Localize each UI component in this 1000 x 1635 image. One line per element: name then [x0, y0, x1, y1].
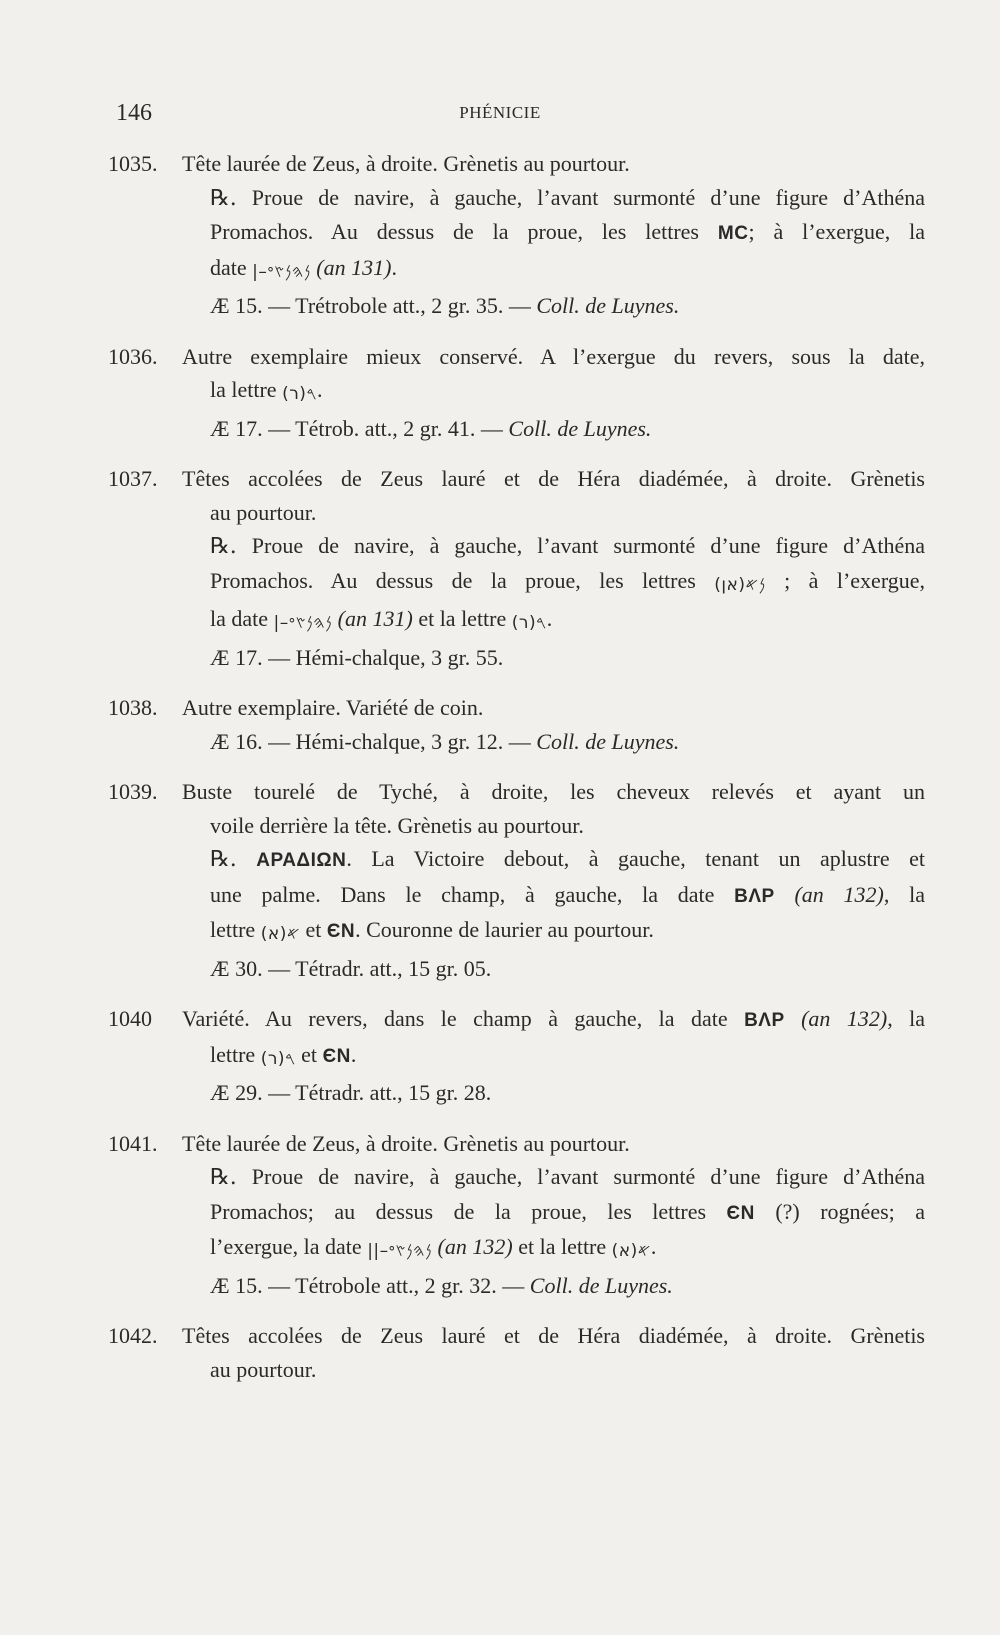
coin-detail: Æ 16. — Hémi-chalque, 3 gr. 12. — Coll. de Luynes. — [210, 728, 680, 754]
running-title: PHÉNICIE — [459, 103, 541, 122]
coin-detail: Æ 17. — Hémi-chalque, 3 gr. 55. — [210, 644, 504, 670]
metal-symbol: Æ — [210, 644, 230, 670]
description-line-1: Autre exemplaire. Variété de coin. — [182, 695, 484, 720]
phoenician-date: |–𐤍𐤄𐤍𐤑𐤏 — [273, 613, 333, 633]
phoenician-letter: 𐤀(א) — [260, 924, 300, 944]
entry-number: 1040 — [108, 1006, 152, 1031]
greek-letters: ЄΝ — [322, 1045, 351, 1067]
obverse-line-1: Buste tourelé de Tyché, à droite, les cheveux relevés et ayant un — [182, 779, 925, 804]
coin-detail: Æ 29. — Tétradr. att., 15 gr. 28. — [210, 1080, 492, 1105]
obverse-description: Tête laurée de Zeus, à droite. Grènetis au pourtour. — [182, 151, 630, 176]
entry-number: 1038. — [108, 695, 158, 720]
metal-symbol: Æ — [210, 955, 230, 981]
reverse-line-3: lettre 𐤀(א) et ЄΝ. Couronne de laurier au pourtour. — [210, 917, 654, 944]
greek-letters: MC — [717, 223, 749, 244]
coin-detail: Æ 17. — Tétrob. att., 2 gr. 41. — Coll. de Luynes. — [210, 415, 652, 441]
entry-1042 — [0, 1319, 1000, 1386]
page-header — [0, 100, 1000, 130]
obverse-line-2: voile derrière la tête. Grènetis au pourtour. — [210, 812, 584, 838]
phoenician-letter: 𐤓(ר) — [511, 613, 547, 633]
entry-number: 1037. — [108, 466, 158, 491]
metal-symbol: Æ — [210, 415, 230, 441]
entry-number: 1036. — [108, 343, 158, 369]
description-line-2: lettre 𐤓(ר) et ЄΝ. — [210, 1041, 357, 1069]
reverse-line-2: Promachos. Au dessus de la proue, les lettres MC; à l’exergue, la — [210, 219, 926, 244]
entry-1040 — [0, 1002, 1000, 1110]
description-line-2: la lettre 𐤓(ר). — [210, 377, 323, 404]
reverse-line-1: ℞. Proue de navire, à gauche, l’avant surmonté d’une figure d’Athéna — [210, 533, 925, 559]
phoenician-date: |–𐤍𐤄𐤍𐤑𐤏 — [252, 261, 311, 282]
page-number: 146 — [116, 100, 152, 126]
reverse-line-3: la date |–𐤍𐤄𐤍𐤑𐤏 (an 131) et la lettre 𐤓(ר). — [210, 606, 553, 633]
phoenician-letters: 𐤍𐤀(אן) — [714, 574, 766, 595]
reverse-line-2: Promachos. Au dessus de la proue, les lettres 𐤍𐤀(אן) ; à l’exergue, — [210, 567, 926, 595]
metal-symbol: Æ — [210, 1272, 230, 1298]
obverse-line-1: Têtes accolées de Zeus lauré et de Héra diadémée, à droite. Grènetis — [182, 1323, 925, 1348]
entry-1038 — [0, 691, 1000, 758]
reverse-line-2: une palme. Dans le champ, à gauche, la date ΒΛΡ (an 132), la — [210, 881, 926, 907]
greek-date: ΒΛΡ — [744, 1010, 785, 1031]
reverse-line-1: ℞. Proue de navire, à gauche, l’avant surmonté d’une figure d’Athéna — [210, 1164, 925, 1190]
greek-legend: ΑΡΑΔΙΩΝ — [256, 850, 347, 871]
coin-detail: Æ 15. — Tétrobole att., 2 gr. 32. — Coll. de Luynes. — [210, 1272, 673, 1298]
description-line-1: Autre exemplaire mieux conservé. A l’exergue du revers, sous la date, — [182, 343, 925, 369]
obverse-line-1: Têtes accolées de Zeus lauré et de Héra diadémée, à droite. Grènetis — [182, 466, 925, 491]
metal-symbol: Æ — [210, 728, 230, 754]
coin-detail: Æ 15. — Trétrobole att., 2 gr. 35. — Coll. de Luynes. — [210, 293, 680, 318]
entry-1037 — [0, 462, 1000, 674]
collection: Coll. de Luynes. — [536, 293, 680, 318]
phoenician-letter: 𐤓(ר) — [282, 384, 318, 404]
metal-symbol: Æ — [210, 293, 230, 318]
catalogue-entries — [0, 147, 1000, 1403]
greek-letters: ЄΝ — [326, 921, 356, 942]
greek-date: ΒΛΡ — [734, 885, 775, 907]
entry-number: 1041. — [108, 1130, 158, 1156]
reverse-line-3: l’exergue, la date ||–𐤍𐤄𐤍𐤑𐤏 (an 132) et la lettre 𐤀(א). — [210, 1234, 657, 1261]
coin-detail: Æ 30. — Tétradr. att., 15 gr. 05. — [210, 955, 492, 981]
reverse-line-3: date |–𐤍𐤄𐤍𐤑𐤏 (an 131). — [210, 254, 397, 282]
description-line-1: Variété. Au revers, dans le champ à gauche, la date ΒΛΡ (an 132), la — [182, 1006, 926, 1031]
entry-1035 — [0, 147, 1000, 323]
metal-symbol: Æ — [210, 1080, 230, 1105]
obverse-description: Tête laurée de Zeus, à droite. Grènetis au pourtour. — [182, 1130, 630, 1156]
entry-number: 1042. — [108, 1323, 158, 1348]
phoenician-letter: 𐤀(א) — [611, 1241, 651, 1261]
entry-number: 1035. — [108, 151, 158, 176]
entry-1039 — [0, 775, 1000, 985]
collection: Coll. de Luynes. — [536, 728, 680, 754]
entry-number: 1039. — [108, 779, 158, 804]
reverse-line-1: ℞. Proue de navire, à gauche, l’avant surmonté d’une figure d’Athéna — [210, 184, 925, 211]
collection: Coll. de Luynes. — [508, 415, 652, 441]
collection: Coll. de Luynes. — [529, 1272, 673, 1298]
greek-letters: ЄΝ — [726, 1202, 755, 1224]
entry-1036 — [0, 340, 1000, 446]
phoenician-date: ||–𐤍𐤄𐤍𐤑𐤏 — [367, 1241, 433, 1261]
reverse-line-1: ℞. ΑΡΑΔΙΩΝ. La Victoire debout, à gauche, tenant un aplustre et — [210, 846, 926, 872]
reverse-line-2: Promachos; au dessus de la proue, les lettres ЄΝ (?) rognées; a — [210, 1198, 926, 1224]
entry-1041 — [0, 1127, 1000, 1303]
phoenician-letter: 𐤓(ר) — [260, 1048, 296, 1069]
obverse-line-2: au pourtour. — [210, 1356, 317, 1382]
obverse-line-2: au pourtour. — [210, 499, 317, 525]
